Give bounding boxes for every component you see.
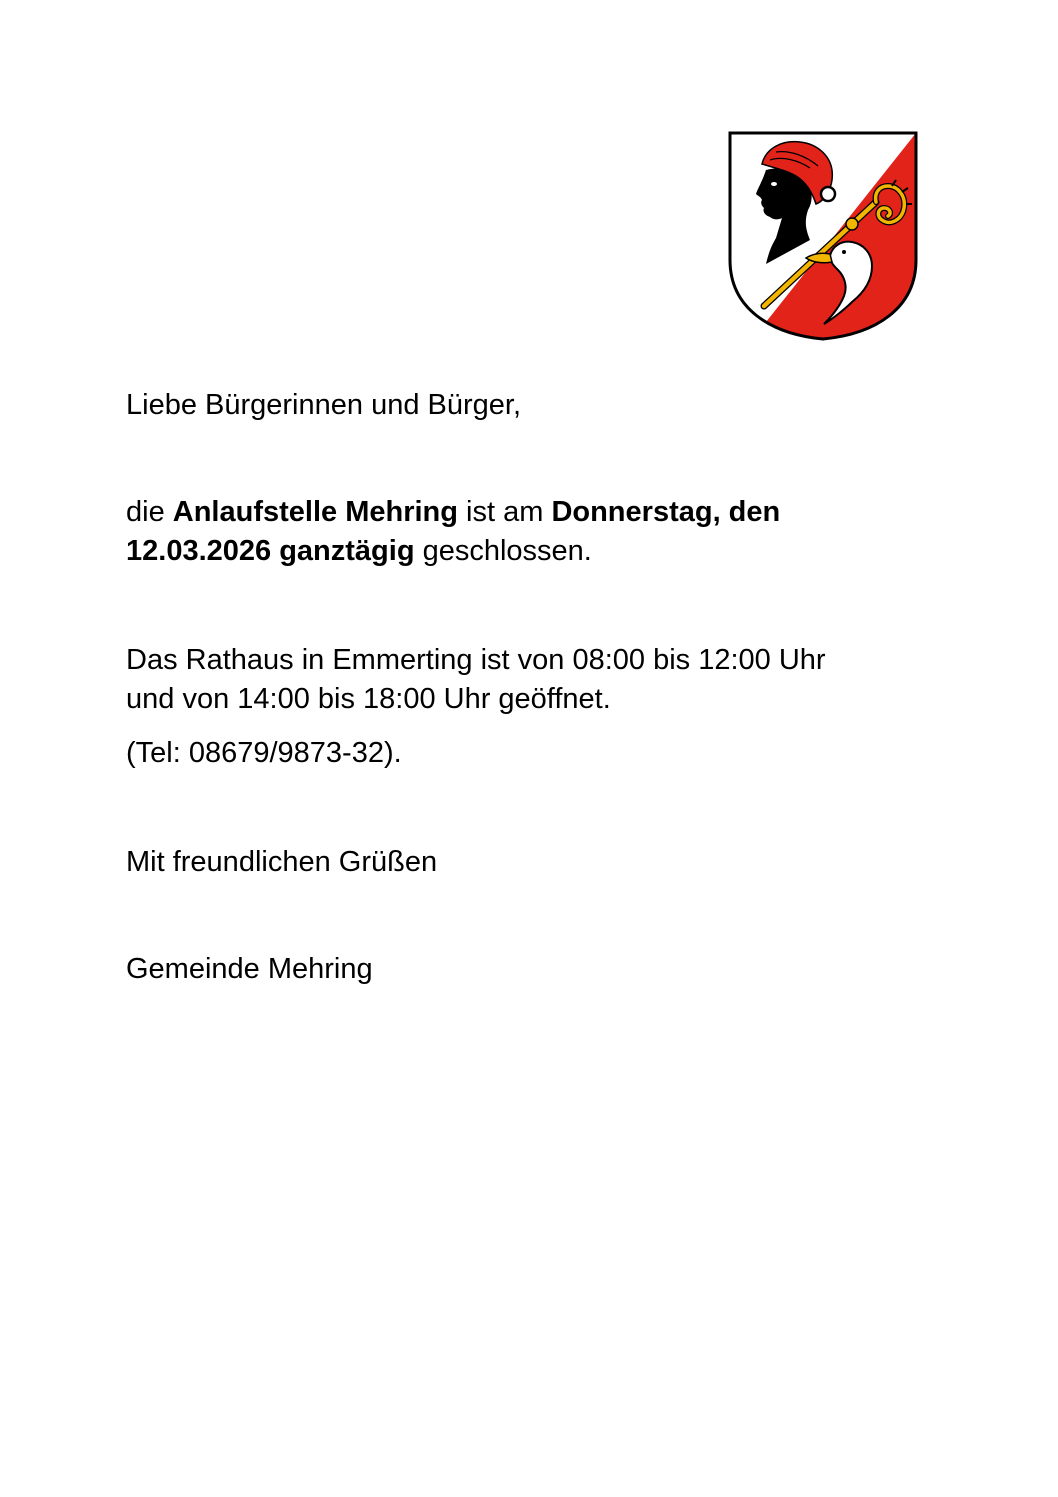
notice-text-2: ist am [457, 496, 552, 528]
notice-text-1: die [126, 496, 173, 528]
closing-regards: Mit freundlichen Grüßen [126, 846, 438, 878]
closure-day: Donnerstag, den [551, 496, 781, 528]
signature: Gemeinde Mehring [126, 953, 373, 985]
greeting: Liebe Bürgerinnen und Bürger, [126, 389, 522, 421]
opening-hours [126, 641, 946, 719]
office-name: Anlaufstelle Mehring [172, 496, 458, 528]
closure-date: 12.03.2026 ganztägig [126, 535, 415, 567]
closure-notice [126, 493, 946, 571]
notice-text-3: geschlossen. [414, 535, 592, 567]
phone-number: (Tel: 08679/9873-32). [126, 737, 402, 769]
coat-of-arms-icon [726, 130, 920, 342]
hours-line-1: Das Rathaus in Emmerting ist von 08:00 bis 12:00 Uhr [126, 644, 826, 676]
hours-line-2: und von 14:00 bis 18:00 Uhr geöffnet. [126, 683, 611, 715]
